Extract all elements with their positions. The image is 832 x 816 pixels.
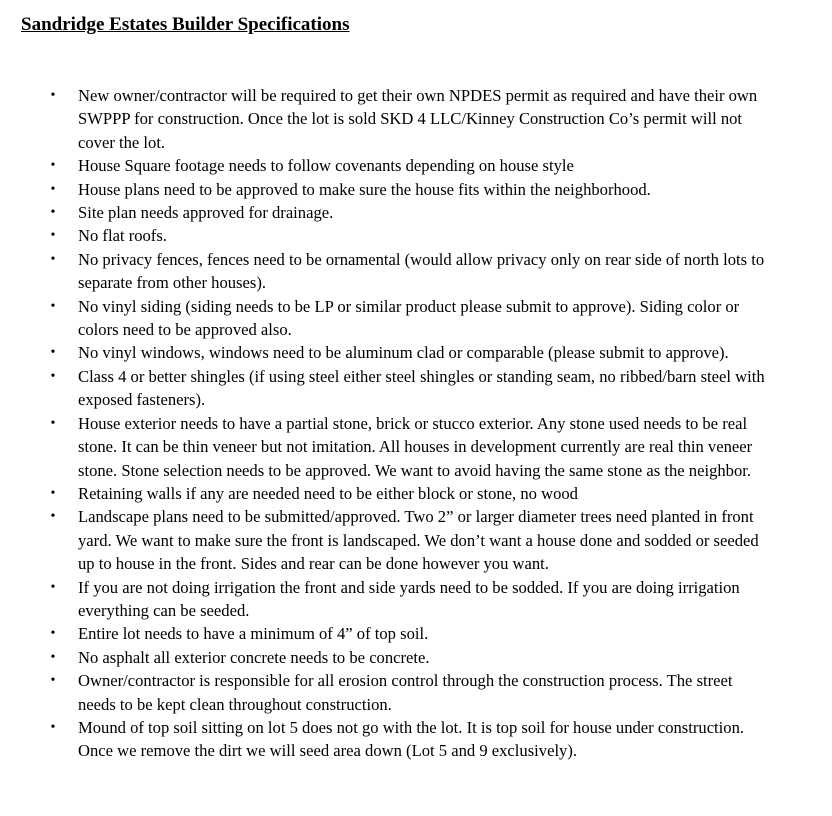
spec-item-text: Landscape plans need to be submitted/approved. Two 2” or larger diameter trees need planted in front yard. We want to make sure the front is landscaped. We don’t want a house done and sodded or seeded up to house in the front. Sides and rear can be done however you want.	[78, 507, 759, 574]
bullet-icon: •	[50, 579, 56, 595]
spec-list-item	[0, 482, 832, 505]
spec-item-text: New owner/contractor will be required to get their own NPDES permit as required and have their own SWPPP for construction. Once the lot is sold SKD 4 LLC/Kinney Construction Co’s permit will not cover the lot.	[78, 86, 758, 152]
spec-item-text: House exterior needs to have a partial stone, brick or stucco exterior. Any stone used needs to be real stone. It can be thin veneer but not imitation. All houses in development currently are real thin veneer stone. Stone selection needs to be approved. We want to avoid having the same stone as the neighbor.	[78, 413, 753, 480]
spec-list-item	[0, 248, 832, 295]
bullet-icon: •	[50, 509, 56, 525]
bullet-icon: •	[50, 345, 56, 361]
bullet-icon: •	[50, 298, 56, 314]
spec-list-item	[0, 224, 832, 247]
spec-item-text: No vinyl windows, windows need to be aluminum clad or comparable (please submit to approve).	[78, 343, 729, 363]
spec-list-item	[0, 669, 832, 716]
spec-list-item	[0, 178, 832, 201]
spec-list-item	[0, 154, 832, 177]
spec-item-text: If you are not doing irrigation the front and side yards need to be sodded. If you are doing irrigation everything can be seeded.	[78, 577, 740, 620]
bullet-icon: •	[50, 649, 56, 665]
bullet-icon: •	[50, 368, 56, 384]
spec-item-text: Mound of top soil sitting on lot 5 does not go with the lot. It is top soil for house under construction. Once we remove the dirt we will seed area down (Lot 5 and 9 exclusively).	[78, 717, 745, 761]
spec-list-item	[0, 341, 832, 364]
spec-list-item	[0, 201, 832, 224]
spec-item-text: Retaining walls if any are needed need to be either block or stone, no wood	[78, 483, 578, 503]
bullet-icon: •	[50, 415, 56, 431]
bullet-icon: •	[50, 181, 56, 197]
spec-item-text: No flat roofs.	[78, 226, 167, 246]
spec-list-item	[0, 412, 832, 482]
spec-list-item	[0, 295, 832, 342]
spec-list-item	[0, 84, 832, 154]
spec-item-text: House plans need to be approved to make sure the house fits within the neighborhood.	[78, 179, 651, 199]
bullet-icon: •	[50, 88, 56, 103]
bullet-icon: •	[50, 205, 56, 221]
bullet-icon: •	[50, 626, 56, 642]
spec-item-text: House Square footage needs to follow covenants depending on house style	[78, 156, 574, 176]
bullet-icon: •	[50, 228, 56, 244]
spec-item-text: No asphalt all exterior concrete needs to be concrete.	[78, 647, 430, 667]
spec-item-text: No privacy fences, fences need to be ornamental (would allow privacy only on rear side of north lots to separate from other houses).	[78, 249, 765, 293]
spec-list-item	[0, 716, 832, 763]
bullet-icon: •	[50, 485, 56, 501]
bullet-icon: •	[50, 158, 56, 174]
specification-list	[0, 84, 832, 763]
spec-list-item	[0, 576, 832, 623]
spec-list-item	[0, 622, 832, 645]
document-title: Sandridge Estates Builder Specifications	[21, 14, 350, 35]
spec-item-text: No vinyl siding (siding needs to be LP or similar product please submit to approve). Siding color or colors need to be approved also.	[78, 296, 740, 340]
spec-item-text: Site plan needs approved for drainage.	[78, 203, 334, 223]
spec-item-text: Class 4 or better shingles (if using steel either steel shingles or standing seam, no ribbed/barn steel with exposed fasteners).	[78, 366, 765, 410]
spec-list-item	[0, 646, 832, 669]
spec-list-item	[0, 505, 832, 575]
spec-list-item	[0, 365, 832, 412]
bullet-icon: •	[50, 251, 56, 267]
bullet-icon: •	[50, 719, 56, 735]
spec-item-text: Owner/contractor is responsible for all erosion control through the construction process. The street needs to be kept clean throughout construction.	[78, 671, 733, 714]
spec-item-text: Entire lot needs to have a minimum of 4” of top soil.	[78, 624, 429, 644]
bullet-icon: •	[50, 673, 56, 689]
